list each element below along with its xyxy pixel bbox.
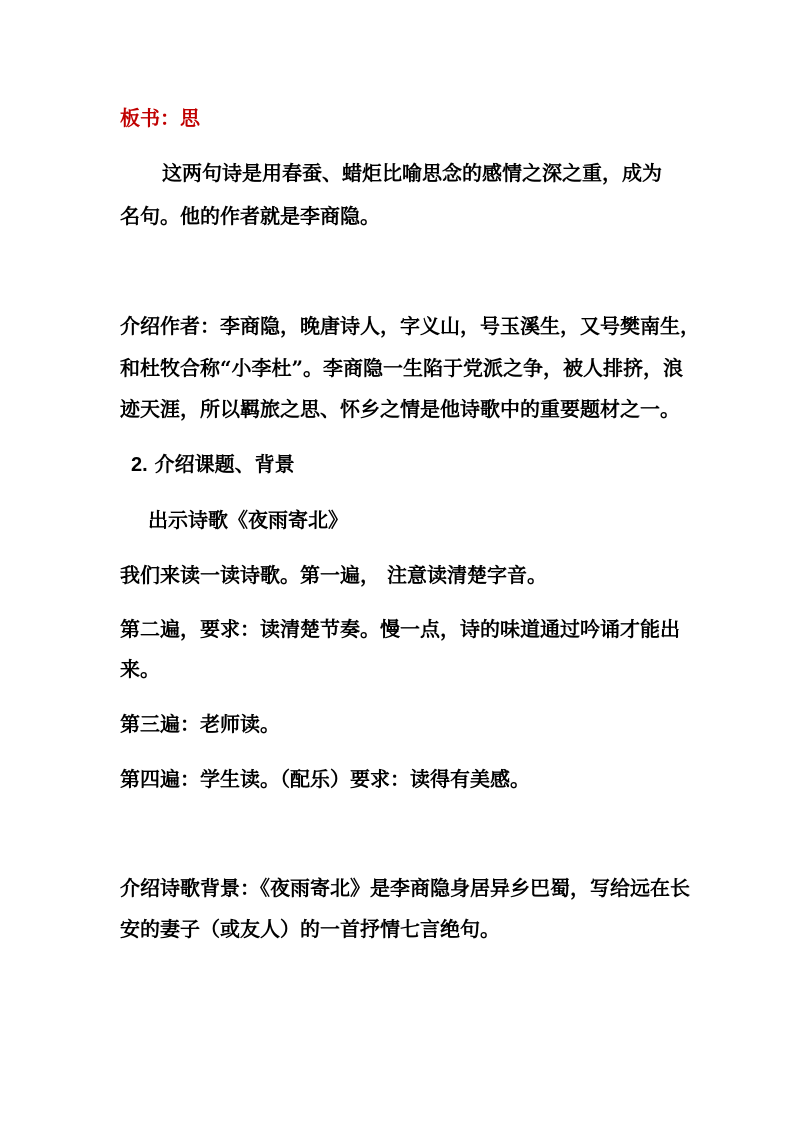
board-heading: 板书：思 <box>120 106 200 130</box>
reading-line: 第三遍：老师读。 <box>120 712 280 736</box>
paragraph-line: 名句。他的作者就是李商隐。 <box>120 204 380 228</box>
reading-line: 第二遍，要求：读清楚节奏。慢一点，诗的味道通过吟诵才能出 <box>120 617 680 641</box>
reading-line: 我们来读一读诗歌。第一遍， 注意读清楚字音。 <box>120 563 547 587</box>
author-intro-line: 介绍作者：李商隐，晚唐诗人，字义山，号玉溪生，又号樊南生， <box>120 314 700 338</box>
background-line: 安的妻子（或友人）的一首抒情七言绝句。 <box>120 917 500 941</box>
background-line: 介绍诗歌背景：《夜雨寄北》是李商隐身居异乡巴蜀，写给远在长 <box>120 876 690 900</box>
paragraph-line: 这两句诗是用春蚕、蜡炬比喻思念的感情之深之重，成为 <box>162 161 662 185</box>
author-intro-line: 迹天涯，所以羁旅之思、怀乡之情是他诗歌中的重要题材之一。 <box>120 397 680 421</box>
section-title: 介绍课题、背景 <box>154 452 295 476</box>
section-number: 2. <box>131 454 148 476</box>
author-intro-line: 和杜牧合称“小李杜”。李商隐一生陷于党派之争，被人排挤，浪 <box>120 356 684 380</box>
reading-line: 第四遍：学生读。（配乐）要求：读得有美感。 <box>120 767 530 791</box>
reading-line: 来。 <box>120 657 160 681</box>
section-heading <box>131 452 295 477</box>
show-poem-line: 出示诗歌《夜雨寄北》 <box>148 508 348 532</box>
